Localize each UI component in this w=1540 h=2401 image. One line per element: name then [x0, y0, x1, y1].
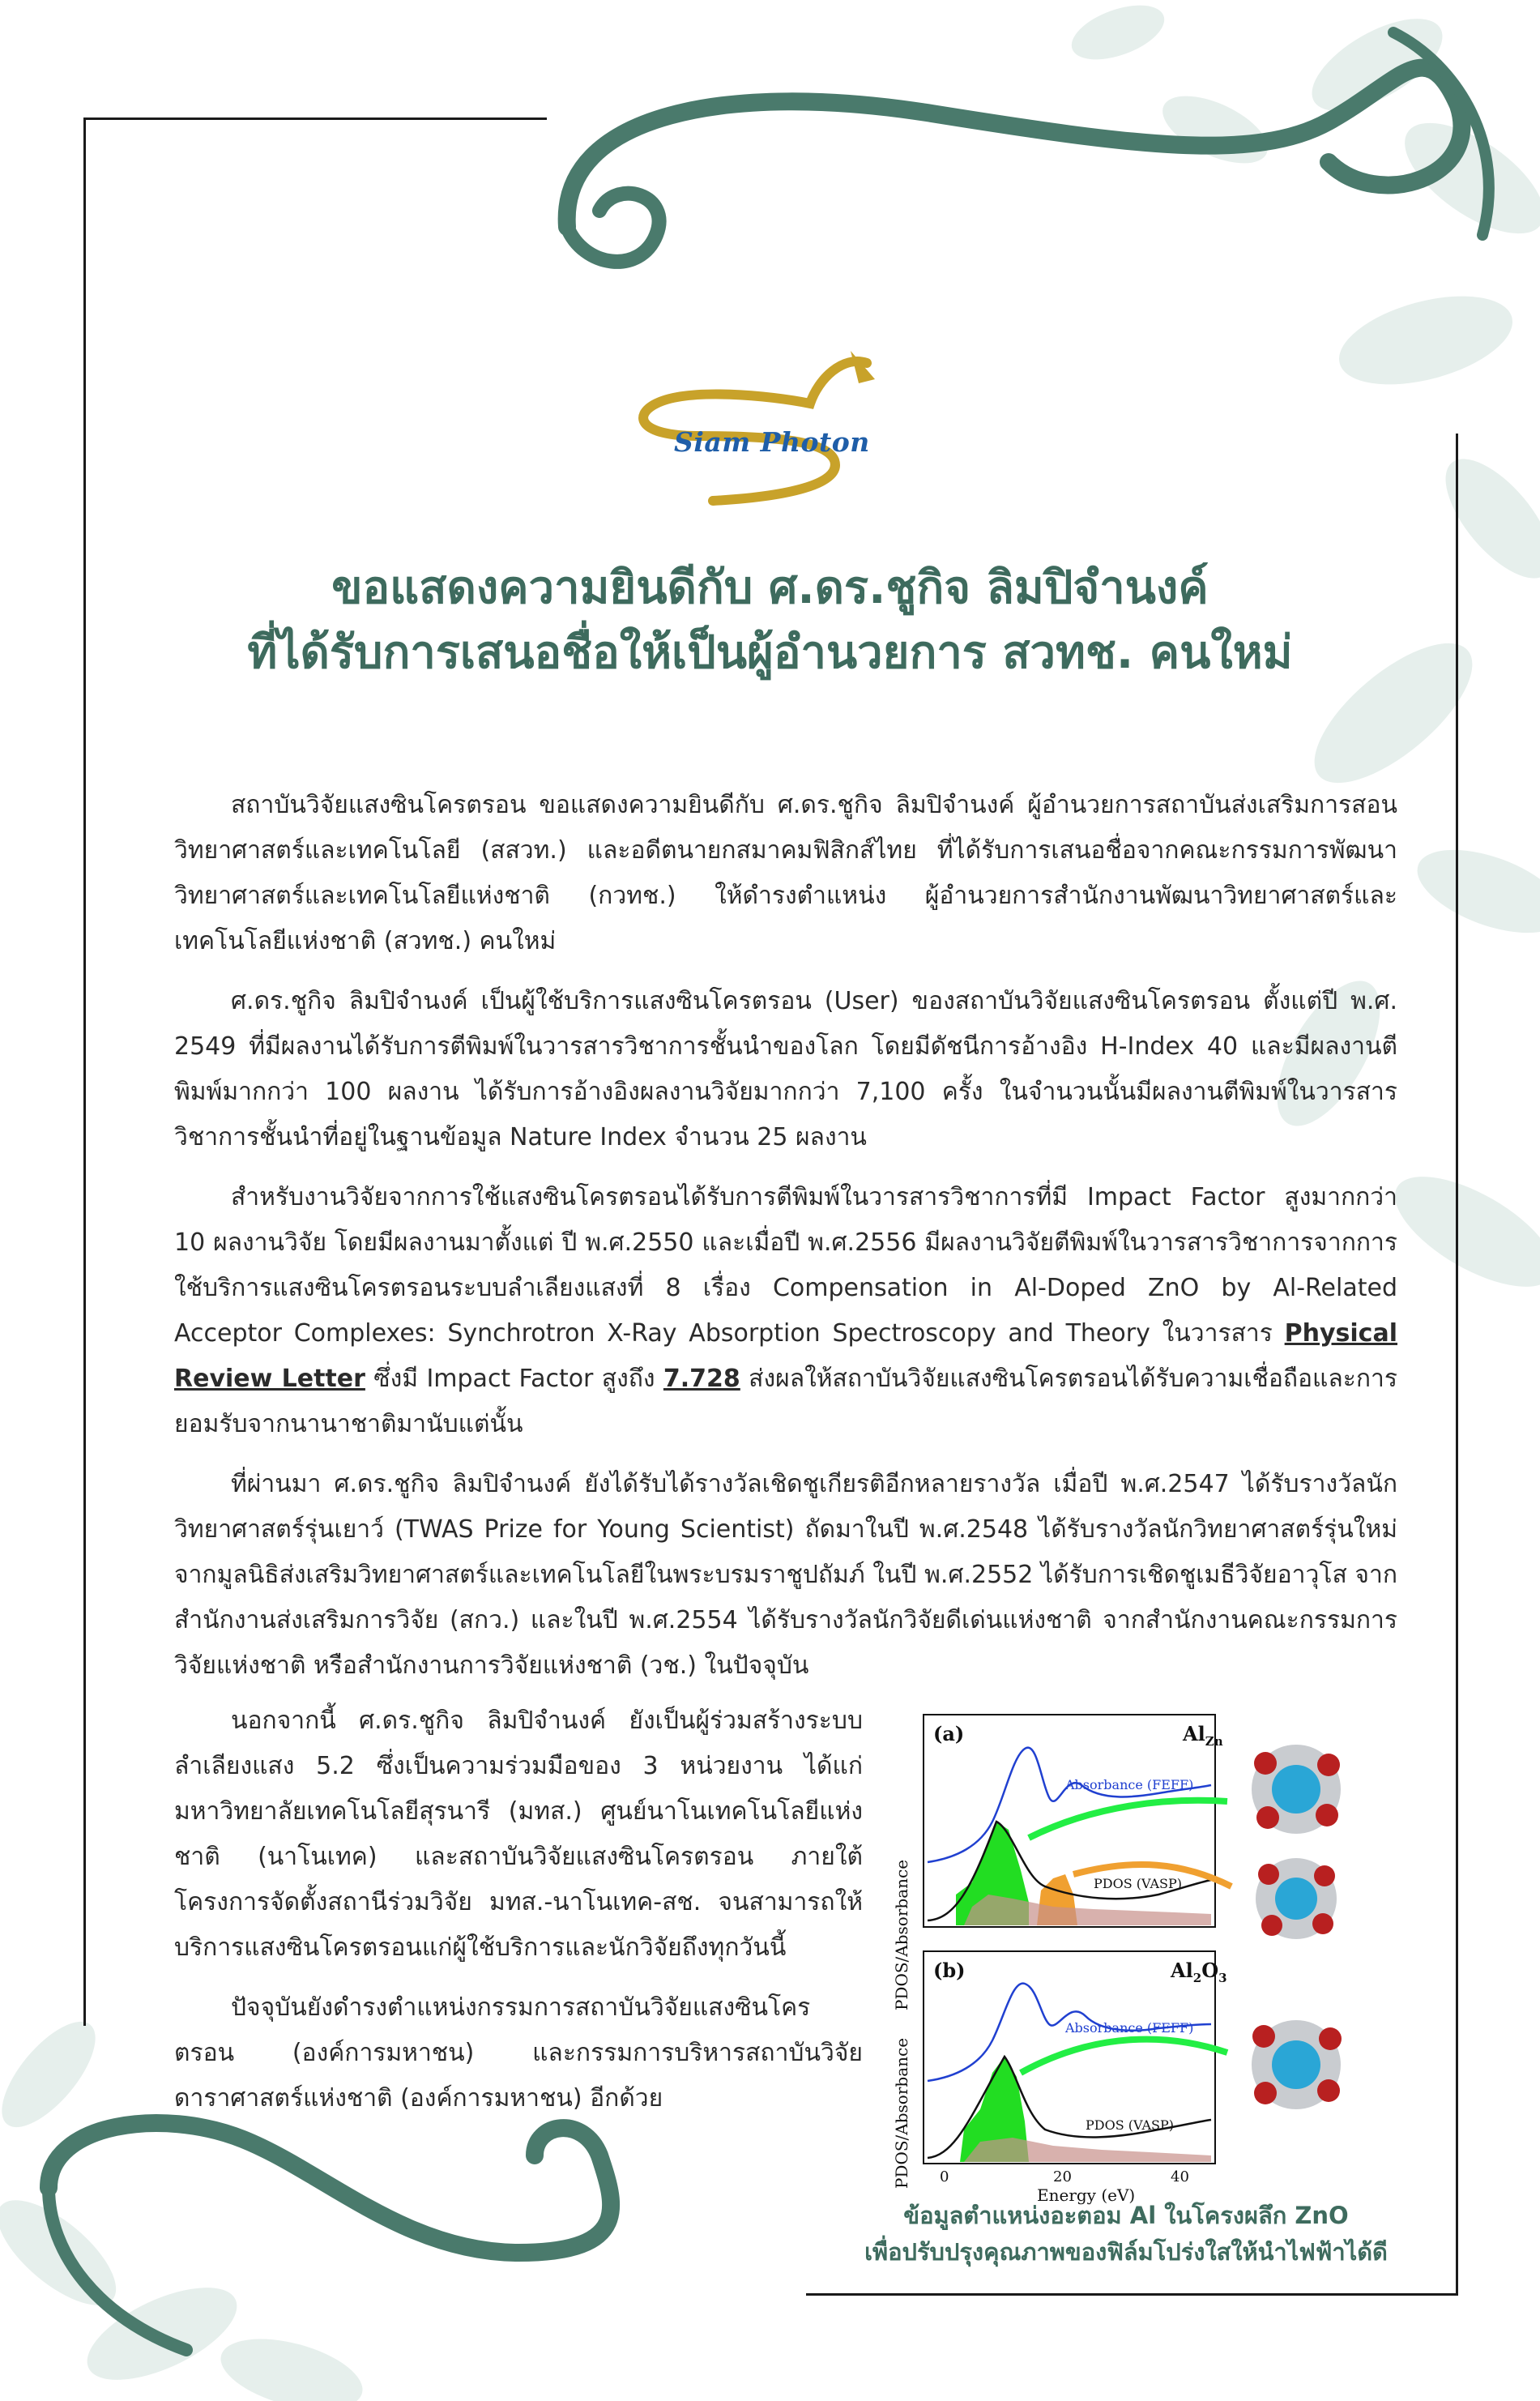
- left-column-text: [174, 1698, 863, 2136]
- crystal-structure-a1: [1252, 1745, 1341, 1834]
- crystal-structure-b: [1252, 2020, 1342, 2109]
- pdos-fill-a: [964, 1895, 1211, 1925]
- swirl-bottom: [49, 2123, 611, 2253]
- absorbance-label-a: Absorbance (FEFF): [1065, 1777, 1194, 1792]
- figure-caption: [843, 2198, 1410, 2271]
- pdos-label-a: PDOS (VASP): [1094, 1876, 1182, 1891]
- journal-name: Physical Review Letter: [174, 1319, 1397, 1393]
- paragraph-3: [174, 1175, 1397, 1447]
- caption-line2: เพื่อปรับปรุงคุณภาพของฟิล์มโปร่งใสให้นำไฟฟ้าได้ดี: [864, 2238, 1388, 2266]
- impact-factor-value: 7.728: [663, 1365, 740, 1393]
- paragraph-3-part-a: สำหรับงานวิจัยจากการใช้แสงซินโครตรอนได้รับการตีพิมพ์ในวารสารวิชาการที่มี Impact Factor สูงมากกว่า 10 ผลงานวิจัย โดยมีผลงานมาตั้งแต่ ปี พ.ศ.2550 และเมื่อปี พ.ศ.2556 มีผลงานวิจัยตีพิมพ์ในวารสารวิชาการจากการใช้บริการแสงซินโครตรอนระบบลำเลียงแสงที่ 8 เรื่อง Compensation in Al-Doped ZnO by Al-Related Acceptor Complexes: Synchrotron X-Ray Absorption Spectroscopy and Theory ในวารสาร: [174, 1183, 1397, 1348]
- arrow-green-a: [1029, 1801, 1227, 1838]
- frame-left-line: [83, 117, 86, 2026]
- paragraph-4: ที่ผ่านมา ศ.ดร.ชูกิจ ลิมปิจำนงค์ ยังได้รับได้รางวัลเชิดชูเกียรติอีกหลายรางวัล เมื่อปี พ.ศ.2547 ได้รับรางวัลนักวิทยาศาสตร์รุ่นเยาว์ (TWAS Prize for Young Scientist) ถัดมาในปี พ.ศ.2548 ได้รับรางวัลนักวิทยาศาสตร์รุ่นใหม่ จากมูลนิธิส่งเสริมวิทยาศาสตร์และเทคโนโลยีในพระบรมราชูปถัมภ์ ในปี พ.ศ.2552 ได้รับการเชิดชูเมธีวิจัยอาวุโส จากสำนักงานส่งเสริมการวิจัย (สกว.) และในปี พ.ศ.2554 ได้รับรางวัลนักวิจัยดีเด่นแห่งชาติ จากสำนักงานคณะกรรมการวิจัยแห่งชาติ หรือสำนักงานการวิจัยแห่งชาติ (วช.) ในปัจจุบัน: [174, 1470, 1397, 1680]
- absorbance-label-b: Absorbance (FEFF): [1065, 2020, 1194, 2036]
- x-tick-40: 40: [1171, 2168, 1189, 2185]
- figure-ylabel-b: PDOS/Absorbance: [892, 2037, 911, 2190]
- paragraph-3-part-c: ส่งผลให้สถาบันวิจัยแสงซินโครตรอนได้รับความเชื่อถือและการยอมรับจากนานาชาติมานับแต่นั้น: [174, 1365, 1398, 1438]
- frame-right-line: [1456, 434, 1458, 2295]
- logo-text: Siam Photon: [674, 426, 870, 458]
- panel-a-label: (a): [933, 1722, 965, 1745]
- absorbance-curve-a: [928, 1748, 1211, 1862]
- paragraph-2: ศ.ดร.ชูกิจ ลิมปิจำนงค์ เป็นผู้ใช้บริการแสงซินโครตรอน (User) ของสถาบันวิจัยแสงซินโครตรอน ตั้งแต่ปี พ.ศ. 2549 ที่มีผลงานได้รับการตีพิมพ์ในวารสารวิชาการชั้นนำของโลก โดยมีดัชนีการอ้างอิง H-Index 40 และมีผลงานตีพิมพ์มากกว่า 100 ผลงาน ได้รับการอ้างอิงผลงานวิจัยมากกว่า 7,100 ครั้ง ในจำนวนนั้นมีผลงานตีพิมพ์ในวารสารวิชาการชั้นนำที่อยู่ในฐานข้อมูล Nature Index จำนวน 25 ผลงาน: [174, 987, 1397, 1151]
- spectroscopy-figure: [891, 1708, 1377, 2211]
- figure-ylabel: PDOS/Absorbance: [892, 1859, 911, 2011]
- paragraph-3-part-b: ซึ่งมี Impact Factor สูงถึง: [365, 1365, 663, 1393]
- pdos-label-b: PDOS (VASP): [1086, 2117, 1174, 2133]
- pdos-fill-b: [964, 2138, 1211, 2162]
- swirl-top-curl: [567, 194, 659, 262]
- caption-line1: ข้อมูลตำแหน่งอะตอม Al ในโครงผลึก ZnO: [903, 2202, 1349, 2229]
- arrow-green-b: [1021, 2040, 1227, 2073]
- frame-bottom-line: [806, 2293, 1458, 2296]
- paragraph-5: นอกจากนี้ ศ.ดร.ชูกิจ ลิมปิจำนงค์ ยังเป็นผู้ร่วมสร้างระบบลำเลียงแสง 5.2 ซึ่งเป็นความร่วมมือของ 3 หน่วยงาน ได้แก่ มหาวิทยาลัยเทคโนโลยีสุรนารี (มทส.) ศูนย์นาโนเทคโนโลยีแห่งชาติ (นาโนเทค) และสถาบันวิจัยแสงซินโครตรอน ภายใต้โครงการจัดตั้งสถานีร่วมวิจัย มทส.-นาโนเทค-สช. จนสามารถให้บริการแสงซินโครตรอนแก่ผู้ใช้บริการและนักวิจัยถึงทุกวันนี้: [174, 1707, 863, 1962]
- frame-top-line: [83, 117, 547, 120]
- siam-photon-logo: [624, 347, 875, 509]
- x-tick-0: 0: [940, 2168, 949, 2185]
- x-tick-20: 20: [1053, 2168, 1072, 2185]
- panel-b-site: $Al_2O_3$: [1171, 1959, 1227, 1985]
- panel-a-site: $Al_{Zn}$: [1183, 1722, 1223, 1749]
- article-body: [174, 783, 1397, 1703]
- page-title-line2: ที่ได้รับการเสนอชื่อให้เป็นผู้อำนวยการ สวทช. คนใหม่: [247, 626, 1293, 679]
- crystal-structure-a2: [1256, 1858, 1337, 1939]
- paragraph-6: ปัจจุบันยังดำรงตำแหน่งกรรมการสถาบันวิจัยแสงซินโครตรอน (องค์การมหาชน) และกรรมการบริหารสถาบันวิจัยดาราศาสตร์แห่งชาติ (องค์การมหาชน) อีกด้วย: [174, 1993, 863, 2113]
- panel-b-label: (b): [933, 1959, 966, 1982]
- page-title-line1: ขอแสดงความยินดีกับ ศ.ดร.ชูกิจ ลิมปิจำนงค์: [331, 562, 1209, 614]
- figure-xlabel: Energy (eV): [1037, 2185, 1136, 2205]
- paragraph-1: สถาบันวิจัยแสงซินโครตรอน ขอแสดงความยินดีกับ ศ.ดร.ชูกิจ ลิมปิจำนงค์ ผู้อำนวยการสถาบันส่งเสริมการสอนวิทยาศาสตร์และเทคโนโลยี (สสวท.) และอดีตนายกสมาคมฟิสิกส์ไทย ที่ได้รับการเสนอชื่อจากคณะกรรมการพัฒนาวิทยาศาสตร์และเทคโนโลยีแห่งชาติ (กวทช.) ให้ดำรงตำแหน่ง ผู้อำนวยการสำนักงานพัฒนาวิทยาศาสตร์และเทคโนโลยีแห่งชาติ (สวทช.) คนใหม่: [174, 791, 1397, 955]
